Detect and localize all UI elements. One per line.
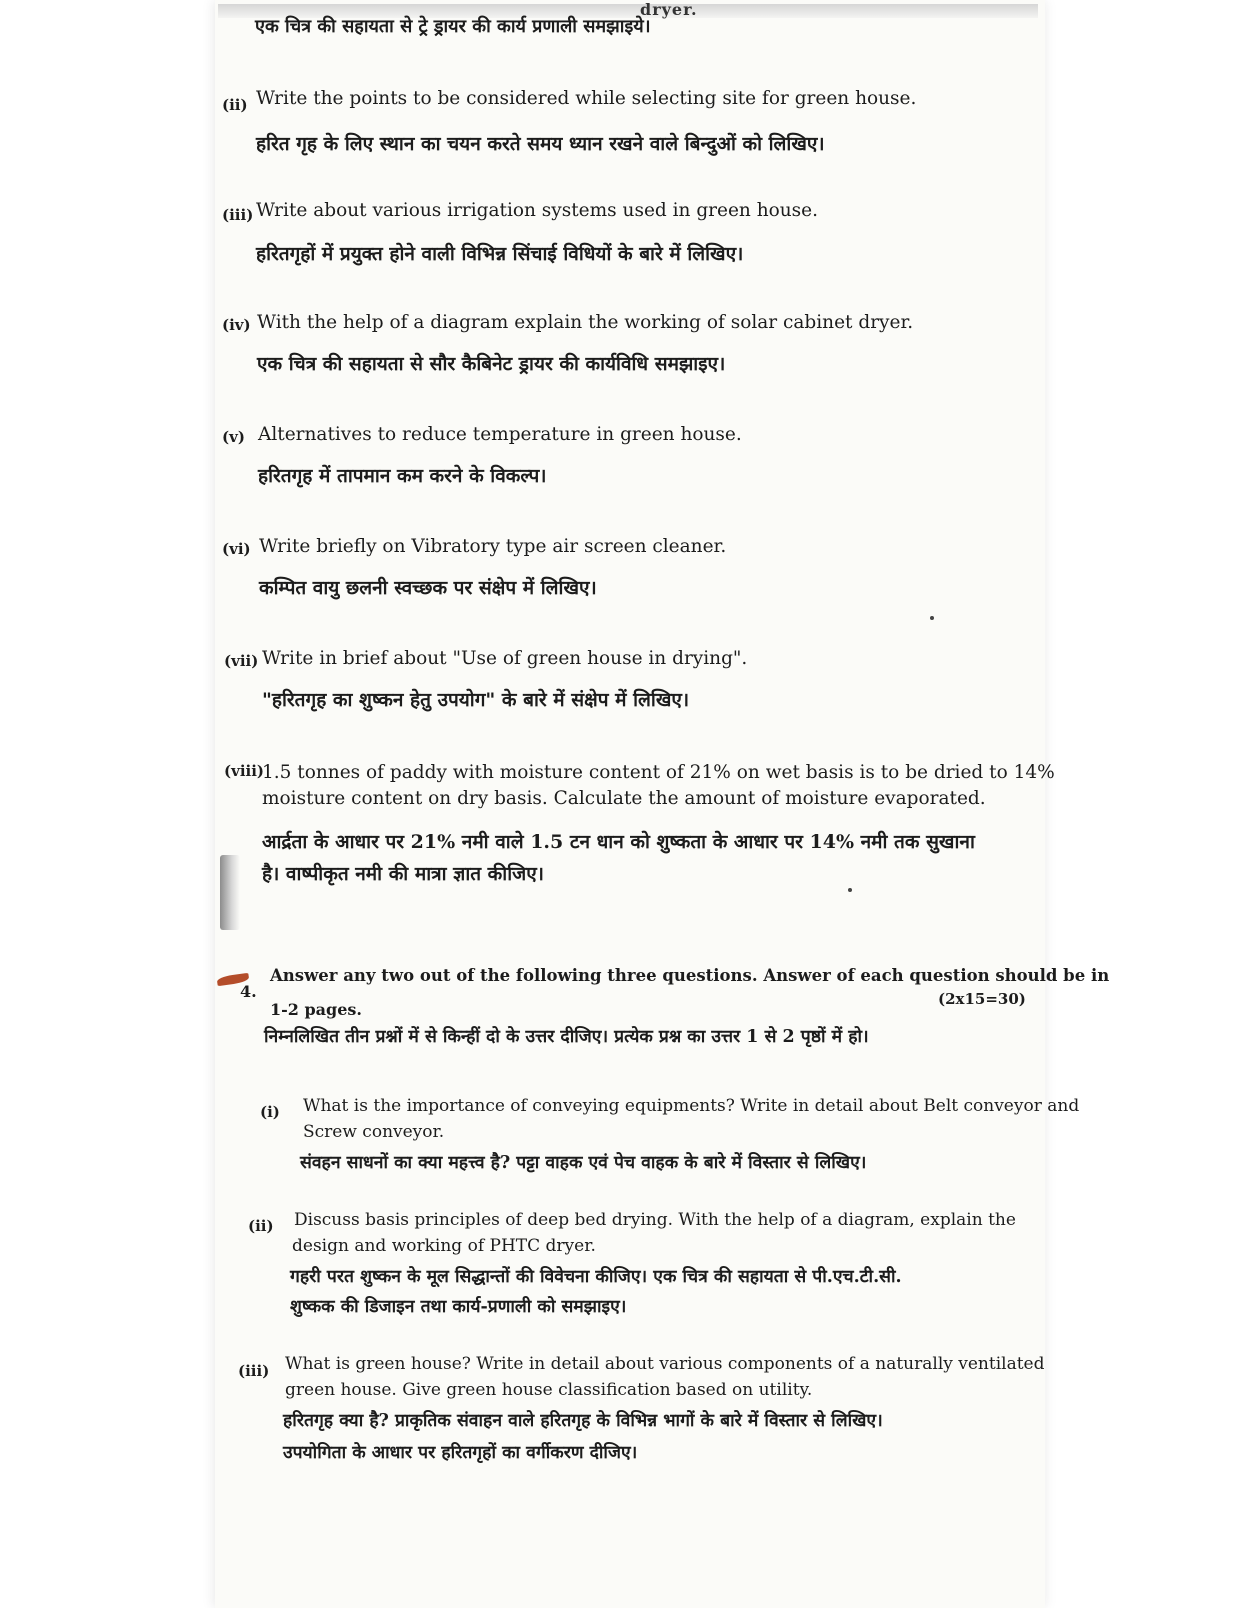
q3-part-en: Alternatives to reduce temperature in green house. — [258, 424, 742, 445]
q3-part-hi: एक चित्र की सहायता से सौर कैबिनेट ड्रायर की कार्यविधि समझाइए। — [257, 353, 726, 375]
q3-part-en: 1.5 tonnes of paddy with moisture content of 21% on wet basis is to be dried to 14% — [262, 762, 1055, 783]
q3-part-num: (vii) — [224, 652, 259, 670]
q3-part-hi: है। वाष्पीकृत नमी की मात्रा ज्ञात कीजिए। — [262, 863, 544, 885]
q4-part-en: Screw conveyor. — [303, 1122, 445, 1142]
q4-part-hi: गहरी परत शुष्कन के मूल सिद्धान्तों की विवेचना कीजिए। एक चित्र की सहायता से पी.एच.टी.सी. — [290, 1267, 902, 1287]
q4-part-num: (ii) — [248, 1217, 274, 1235]
q4-instruction-hi: निम्नलिखित तीन प्रश्नों में से किन्हीं दो के उत्तर दीजिए। प्रत्येक प्रश्न का उत्तर 1 से 2 पृष्ठों में हो। — [264, 1027, 869, 1047]
q4-instruction-en: Answer any two out of the following three questions. Answer of each question should be in — [270, 966, 1110, 985]
q4-instruction-en: 1-2 pages. — [270, 1000, 362, 1019]
q3-part-en: Write the points to be considered while selecting site for green house. — [256, 88, 917, 109]
q4-part-en: What is green house? Write in detail about various components of a naturally ventilated — [285, 1354, 1045, 1374]
q4-part-en: What is the importance of conveying equipments? Write in detail about Belt conveyor and — [303, 1096, 1080, 1116]
scan-smudge — [220, 855, 240, 930]
q3-part-en: Write briefly on Vibratory type air screen cleaner. — [259, 536, 727, 557]
q3-part-hi: "हरितगृह का शुष्कन हेतु उपयोग" के बारे में संक्षेप में लिखिए। — [262, 689, 690, 711]
q4-part-hi: संवहन साधनों का क्या महत्त्व है? पट्टा वाहक एवं पेच वाहक के बारे में विस्तार से लिखिए। — [300, 1153, 867, 1173]
q4-part-en: green house. Give green house classification based on utility. — [285, 1380, 813, 1400]
q3-part-num: (viii) — [224, 762, 265, 780]
q4-marks: (2x15=30) — [938, 990, 1026, 1008]
q3-part-en: Write about various irrigation systems used in green house. — [256, 200, 818, 221]
q4-part-num: (iii) — [238, 1362, 270, 1380]
scan-dot — [930, 616, 934, 620]
q4-num: 4. — [240, 982, 257, 1001]
top-hindi-line: एक चित्र की सहायता से ट्रे ड्रायर की कार्य प्रणाली समझाइये। — [255, 16, 651, 37]
q3-part-hi: हरितगृहों में प्रयुक्त होने वाली विभिन्न सिंचाई विधियों के बारे में लिखिए। — [256, 243, 744, 265]
q3-part-num: (iv) — [222, 316, 251, 334]
q3-part-num: (iii) — [222, 206, 254, 224]
q4-part-num: (i) — [260, 1103, 280, 1121]
q4-part-en: design and working of PHTC dryer. — [292, 1236, 596, 1256]
q3-part-num: (ii) — [222, 96, 248, 114]
q4-part-hi: उपयोगिता के आधार पर हरितगृहों का वर्गीकरण दीजिए। — [283, 1443, 638, 1463]
q3-part-num: (v) — [222, 428, 245, 446]
cutoff-text: dryer. — [640, 0, 698, 19]
q4-part-en: Discuss basis principles of deep bed drying. With the help of a diagram, explain the — [294, 1210, 1016, 1230]
q3-part-hi: कम्पित वायु छलनी स्वच्छक पर संक्षेप में लिखिए। — [259, 577, 597, 599]
q3-part-hi: आर्द्रता के आधार पर 21% नमी वाले 1.5 टन धान को शुष्कता के आधार पर 14% नमी तक सुखाना — [262, 831, 975, 853]
q4-part-hi: हरितगृह क्या है? प्राकृतिक संवाहन वाले हरितगृह के विभिन्न भागों के बारे में विस्तार से लिखिए। — [283, 1411, 883, 1431]
q3-part-en: moisture content on dry basis. Calculate the amount of moisture evaporated. — [262, 788, 986, 809]
q3-part-en: Write in brief about "Use of green house in drying". — [262, 648, 748, 669]
q3-part-hi: हरित गृह के लिए स्थान का चयन करते समय ध्यान रखने वाले बिन्दुओं को लिखिए। — [256, 133, 825, 155]
scan-dot — [848, 888, 852, 892]
q3-part-en: With the help of a diagram explain the working of solar cabinet dryer. — [257, 312, 914, 333]
q3-part-hi: हरितगृह में तापमान कम करने के विकल्प। — [258, 465, 547, 487]
q3-part-num: (vi) — [222, 540, 251, 558]
q4-part-hi: शुष्कक की डिजाइन तथा कार्य-प्रणाली को समझाइए। — [290, 1297, 627, 1317]
